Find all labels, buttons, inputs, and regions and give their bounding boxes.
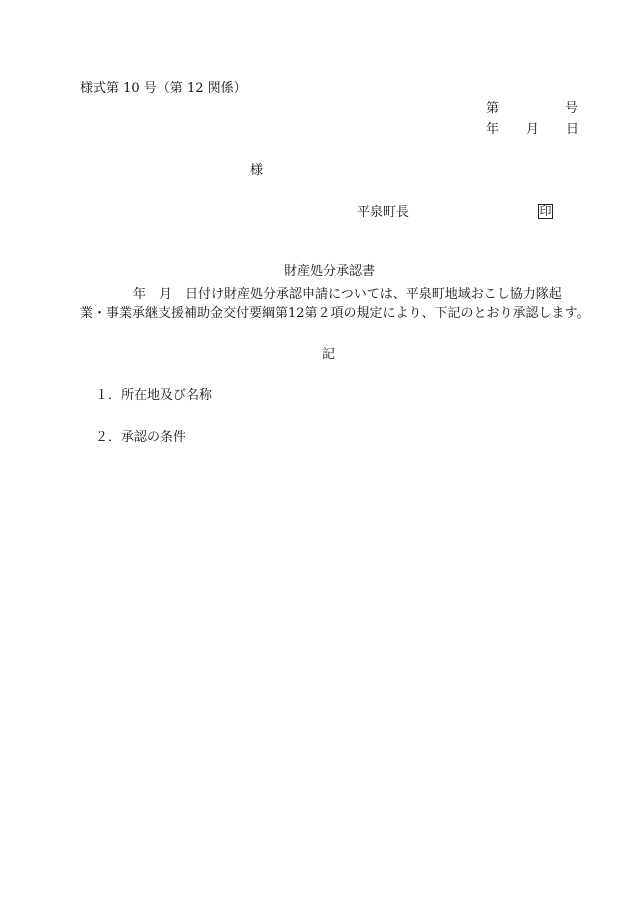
seal-box: 印 xyxy=(539,204,552,218)
date-month-label: 月 xyxy=(526,122,540,137)
date-year-label: 年 xyxy=(486,122,500,137)
list-item-location-name: １．所在地及び名称 xyxy=(95,388,213,403)
date-day-label: 日 xyxy=(566,122,580,137)
document-title: 財産処分承認書 xyxy=(284,264,376,279)
issuer-name: 平泉町長 xyxy=(357,205,410,220)
document-number-suffix: 号 xyxy=(565,101,579,116)
document-number-label: 第 xyxy=(486,101,500,116)
list-item-approval-conditions: ２．承認の条件 xyxy=(95,430,187,445)
ki-heading: 記 xyxy=(322,347,336,362)
form-number: 様式第 10 号（第 12 関係） xyxy=(80,81,247,96)
addressee-honorific: 様 xyxy=(250,163,264,178)
body-text-line-2: 業・事業承継支援補助金交付要綱第12第２項の規定により、下記のとおり承認します。 xyxy=(80,306,590,321)
body-text-line-1: 年 月 日付け財産処分承認申請については、平泉町地域おこし協力隊起 xyxy=(133,287,562,302)
